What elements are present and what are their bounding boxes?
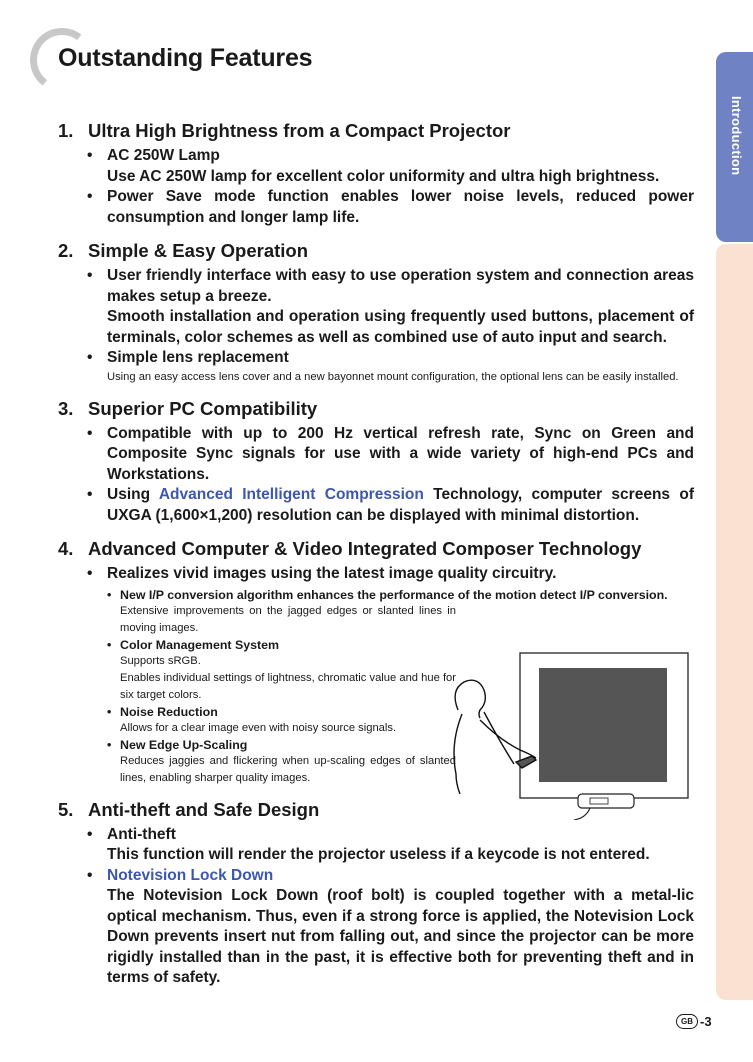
features-content <box>58 118 694 999</box>
item-prefix: Using <box>107 486 159 503</box>
item-title: • Power Save mode function enables lower noise levels, reduced power consumption and longer lamp life. <box>107 188 694 226</box>
list-item <box>87 485 694 526</box>
side-tab-label: Introduction <box>729 96 744 176</box>
sub-item-desc: Reduces jaggies and flickering when up-scaling edges of slanted lines, enabling sharper quality images. <box>120 754 456 784</box>
technology-link[interactable]: Advanced Intelligent Compression <box>158 486 424 503</box>
sub-item <box>107 637 456 704</box>
section-number: 3. <box>58 397 74 419</box>
sub-item-desc: Enables individual settings of lightness, chromatic value and hue for six target colors. <box>120 671 456 701</box>
presenter-illustration <box>440 650 690 820</box>
list-item <box>87 187 694 228</box>
projected-image <box>539 668 667 782</box>
item-title: • Simple lens replacement <box>107 349 289 366</box>
section-heading: Superior PC Compatibility <box>88 397 318 419</box>
page-title: Outstanding Features <box>58 44 313 72</box>
item-title: • Anti-theft <box>107 825 176 843</box>
item-detail: This function will render the projector useless if a keycode is not entered. <box>107 846 650 863</box>
item-detail: Smooth installation and operation using frequently used buttons, placement of terminals, color schemes as well as combined use of auto input and search. <box>107 308 694 346</box>
section-heading: Ultra High Brightness from a Compact Projector <box>88 120 511 141</box>
list-item <box>87 348 694 386</box>
section-heading: Anti-theft and Safe Design <box>88 798 320 820</box>
item-title: • Realizes vivid images using the latest image quality circuitry. <box>107 565 557 582</box>
sub-item-desc: Allows for a clear image even with noisy source signals. <box>120 721 397 734</box>
list-item <box>87 146 694 187</box>
list-item <box>87 825 694 866</box>
page-number <box>676 1014 712 1029</box>
section-number: 5. <box>58 798 74 820</box>
list-item <box>87 266 694 348</box>
sub-item <box>107 737 456 787</box>
item-title: • User friendly interface with easy to use operation system and connection areas makes setup a breeze. <box>107 267 694 305</box>
list-item <box>87 866 694 989</box>
item-detail: Use AC 250W lamp for excellent color uniformity and ultra high brightness. <box>107 167 660 185</box>
sub-item-title: • New I/P conversion algorithm enhances the performance of the motion detect I/P conversion. <box>120 587 668 602</box>
item-title: • AC 250W Lamp <box>107 147 220 164</box>
lock-down-link[interactable]: • Notevision Lock Down <box>107 866 274 884</box>
sub-item-title: • Noise Reduction <box>120 704 218 719</box>
section-number: 2. <box>58 240 74 261</box>
sub-item <box>107 587 696 637</box>
item-title: • Compatible with up to 200 Hz vertical refresh rate, Sync on Green and Composite Sync signals for use with a wide variety of high-end PCs and Workstations. <box>107 424 694 483</box>
list-item <box>87 424 694 486</box>
item-detail: The Notevision Lock Down (roof bolt) is coupled together with a metal-lic optical mechanism. Thus, even if a strong force is applied, the Notevision Lock Down prevents insert nut from falling out, and since the projector can be more rigidly installed than in the past, it is effective both for preventing theft and in terms of safety. <box>107 887 694 986</box>
sub-item-title: • Color Management System <box>120 637 280 652</box>
section-5 <box>58 797 694 989</box>
side-tab-background <box>716 244 753 1000</box>
section-2 <box>58 238 694 386</box>
section-1 <box>58 118 694 228</box>
item-note: Using an easy access lens cover and a new bayonnet mount configuration, the optional lens can be easily installed. <box>107 370 679 383</box>
projector-icon <box>574 794 634 820</box>
section-3 <box>58 396 694 527</box>
section-number: 4. <box>58 538 74 559</box>
sub-item <box>107 704 456 737</box>
page-number-text: -3 <box>700 1014 712 1029</box>
gb-badge-icon: GB <box>676 1014 698 1029</box>
sub-item-title: • New Edge Up-Scaling <box>120 737 248 752</box>
section-heading: Advanced Computer & Video Integrated Composer Technology <box>88 538 642 559</box>
item-suffix: Technology, computer screens of UXGA (1,600×1,200) resolution can be displayed with minimal distortion. <box>107 486 695 524</box>
sub-item-desc: Extensive improvements on the jagged edges or slanted lines in moving images. <box>120 604 456 634</box>
section-number: 1. <box>58 120 74 141</box>
sub-item-desc: Supports sRGB. <box>120 654 201 667</box>
section-heading: Simple & Easy Operation <box>88 240 309 261</box>
